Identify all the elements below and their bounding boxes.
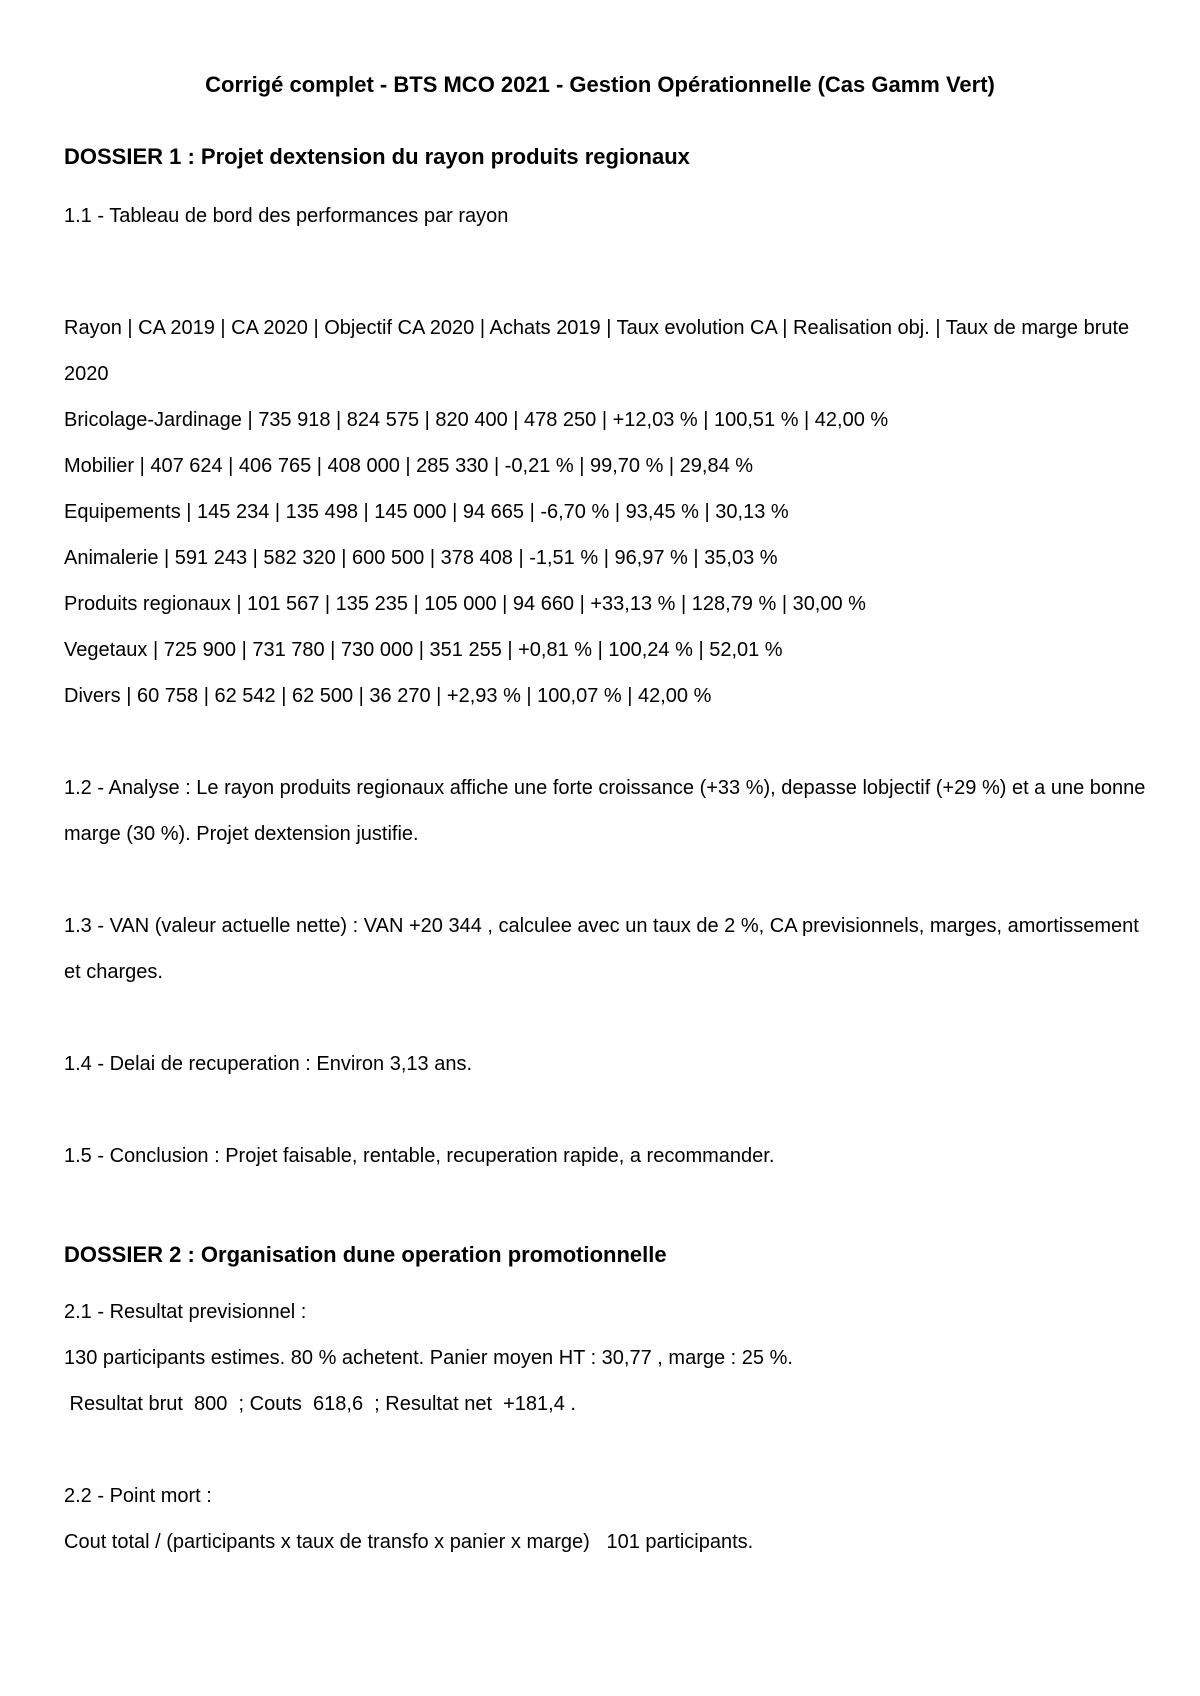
table-row-produits-regionaux: Produits regionaux | 101 567 | 135 235 | 105 000 | 94 660 | +33,13 % | 128,79 % | 30,00 % — [64, 593, 866, 615]
section-2-2-line-1: Cout total / (participants x taux de transfo x panier x marge) 101 participants. — [64, 1531, 754, 1553]
section-1-4-delay: 1.4 - Delai de recuperation : Environ 3,13 ans. — [64, 1053, 473, 1075]
table-row-bricolage: Bricolage-Jardinage | 735 918 | 824 575 | 820 400 | 478 250 | +12,03 % | 100,51 % | 42,00 % — [64, 409, 889, 431]
section-1-3-van: 1.3 - VAN (valeur actuelle nette) : VAN +20 344 , calculee avec un taux de 2 %, CA previsionnels, marges, amortissement et charges. — [64, 915, 1139, 983]
performance-table — [64, 305, 1154, 719]
document-title: Corrigé complet - BTS MCO 2021 - Gestion Opérationnelle (Cas Gamm Vert) — [205, 72, 995, 97]
section-1-2-analysis: 1.2 - Analyse : Le rayon produits regionaux affiche une forte croissance (+33 %), depasse lobjectif (+29 %) et a une bonne marge (30 %). Projet dextension justifie. — [64, 777, 1146, 845]
section-2-2-title: 2.2 - Point mort : — [64, 1485, 212, 1507]
dossier-1-heading: DOSSIER 1 : Projet dextension du rayon produits regionaux — [64, 144, 690, 169]
table-header-row: Rayon | CA 2019 | CA 2020 | Objectif CA 2020 | Achats 2019 | Taux evolution CA | Realisation obj. | Taux de marge brute 2020 — [64, 317, 1130, 385]
section-2-1-line-2: Resultat brut 800 ; Couts 618,6 ; Resultat net +181,4 . — [64, 1393, 576, 1415]
dossier-2-heading: DOSSIER 2 : Organisation dune operation promotionnelle — [64, 1242, 667, 1267]
table-row-divers: Divers | 60 758 | 62 542 | 62 500 | 36 270 | +2,93 % | 100,07 % | 42,00 % — [64, 685, 712, 707]
table-row-mobilier: Mobilier | 407 624 | 406 765 | 408 000 | 285 330 | -0,21 % | 99,70 % | 29,84 % — [64, 455, 754, 477]
table-row-animalerie: Animalerie | 591 243 | 582 320 | 600 500 | 378 408 | -1,51 % | 96,97 % | 35,03 % — [64, 547, 778, 569]
section-2-1-line-1: 130 participants estimes. 80 % achetent. Panier moyen HT : 30,77 , marge : 25 %. — [64, 1347, 793, 1369]
section-2-1-title: 2.1 - Resultat previsionnel : — [64, 1301, 307, 1323]
table-row-vegetaux: Vegetaux | 725 900 | 731 780 | 730 000 | 351 255 | +0,81 % | 100,24 % | 52,01 % — [64, 639, 783, 661]
table-row-equipements: Equipements | 145 234 | 135 498 | 145 000 | 94 665 | -6,70 % | 93,45 % | 30,13 % — [64, 501, 789, 523]
section-1-5-conclusion: 1.5 - Conclusion : Projet faisable, rentable, recuperation rapide, a recommander. — [64, 1145, 775, 1167]
section-1-1-title: 1.1 - Tableau de bord des performances par rayon — [64, 205, 509, 227]
